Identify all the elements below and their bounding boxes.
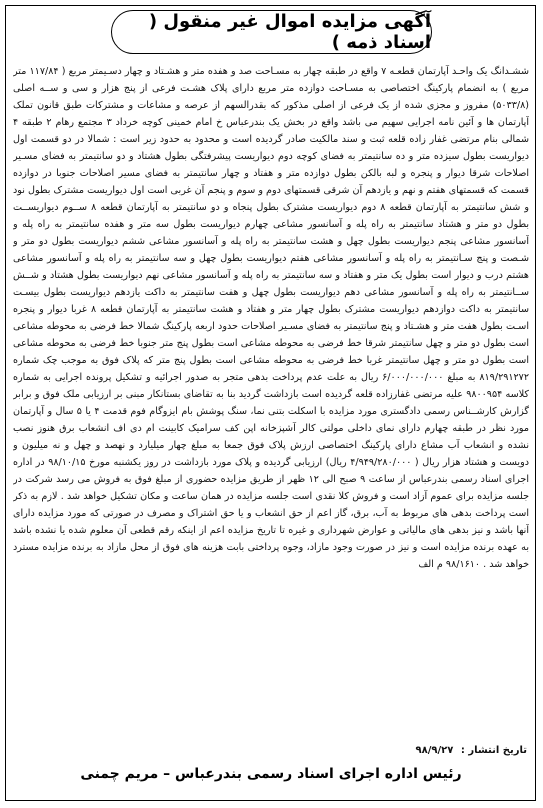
signature-line: رئیس اداره اجرای اسناد رسمی بندرعباس – مریم چمنی <box>80 766 462 782</box>
notice-body: ششـدانگ یک واحـد آپارتمان قطعـه ۷ واقع در طبقه چهار به مسـاحت صد و هفده متر و هشـتاد و چهار دسـیمتر مربع ( ۱۱۷/۸۴ متر مربع ) به انضمام پارکینگ اختصاصی به مسـاحت دوازده متر مربع دارای پلاک هشـت فرعی از پنج هزار و سی و ســه اصلی (۵۰۳۳/۸) مفروز و مجزی شده از یک فرعی از اصلی مذکور که بقدرالسهم از عرصه و مشاعات و مشترکات طبق قانون تملک آپارتمان ها و آئین نامه اجرایی سهیم می باشد واقع در بخش یک بندرعباس خ امام خمینی کوچه خرداد ۳ مجتمع رهام ۲ طبقه ۴ شمالی بنام مرتضی غفار زاده قلعه ثبت و سند مالکیت صادر گردیده است و محدود به حدود زیر است : شمالا در دو قسمت اول دیواریست بطول سیزده متر و ده سانتیمتر به فضای کوچه دوم دیواریست پیشرفتگی بطول هشتاد و دو سانتیمتر به فضای مسـیر اصلاحات شرقا دیوار و پنجره و لبه بالکن بطول دوازده متر و هفتاد و چهار سانتیمتر به فضای مسیر اصلاحات جنوبا در دوازده قسمت که قسمتهای هفتم و نهم و یازدهم آن شرقی قسمتهای دوم و سوم و پنجم آن غربی است اول دیواریست مشترک بطول نود و شش سانتیمتر به آپارتمان قطعه ۸ دوم دیواریست مشترک بطول پنجاه و دو سانتیمتر به آپارتمان قطعه ۸ ســوم دیواریســت بطول دو متر و هشتاد سانتیمتر به راه پله و آسانسور مشاعی چهارم دیواریست بطول سه متر و هفده سانتیمتر به راه پله و آسانسور مشاعی پنجم دیواریست بطول چهل و هشت سانتیمتر به راه پله و آسانسور مشاعی ششم دیواریست بطول دو متر و شـصت و پنج سـانتیمتر به راه پله و آسانسور مشاعی هفتم دیواریست بطول چهل و سه سانتیمتر به راه پله و آسانسور مشاعی هشتم درب و دیوار است بطول یک متر و هفتاد و سه سانتیمتر به راه پله و آسانسور مشاعی نهم دیواریست بطول هشتاد و شــش ســانتیمتر به راه پله و آسانسور مشاعی دهم دیواریست بطول چهل و هفت سانتیمتر به داکت یازدهم دیواریست بطول بیسـت سانتیمتر به داکت دوازدهم دیواریست مشترک بطول چهار متر و هفتاد و هشت سانتیمتر به آپارتمان قطعه ۸ غربا دیوار و پنجره اسـت بطول هفت متر و هشـتاد و پنج سانتیمتر به فضای مسـیر اصلاحات حدود اربعه پارکینگ شمالا خط فرضی به محوطه مشاعی است بطول دو متر و چهل سانتیمتر شرقا خط فرضی به محوطه مشاعی است بطول پنج متر جنوبا خط فرضی به محوطه مشاعی است بطول دو متر و چهل سانتیمتر غربا خط فرضی به محوطه مشاعی است بطول پنج متر که پلاک فوق به موجب چک شماره ۸۱۹/۲۹۱۲۷۲ به مبلغ ۶/۰۰۰/۰۰۰/۰۰۰ ریال به علت عدم پرداخت بدهی متجر به صدور اجرائیه و تشکیل پرونده اجرایی به شماره کلاسه ۹۸۰۰۹۵۴ علیه مرتضی غفارزاده قلعه گردیده است بازداشت گردید بنا به تقاضای بستانکار مبنی بر ارزیابی ملک فوق و برابر گزارش کارشــناس رسمی دادگستری مورد مزایده با اسکلت بتنی نما، سنگ پوشش بام ایزوگام فوم قدمت ۴ یا ۵ سال و آپارتمان مورد نظر در طبقه چهارم دارای نمای داخلی مولتی کالر آشپزخانه اپن کف سرامیک کابینت ام دی اف انشعاب برق هنوز نصب نشده و انشعاب آب مشاع دارای پارکینگ اختصاصی ارزش پلاک فوق جمعا به مبلغ چهار میلیارد و نهصد و چهل و نه میلیون و دویست و هشتاد هزار ریال ( ۴/۹۴۹/۲۸۰/۰۰۰ ریال) ارزیابی گردیده و پلاک مورد بازداشت در روز یکشنبه مورخ ۹۸/۱۰/۱۵ در اداره اجرای اسناد رسمی بندرعباس از ساعت ۹ صبح الی ۱۲ ظهر از طریق مزایده حضوری از مبلغ فوق به فروش می رسد شرکت در جلسه مزایده برای عموم آزاد است و فروش کلا نقدی است جلسه مزایده در همان ساعت و مکان تشکیل خواهد شد . لازم به ذکر است پرداخت بدهی های مربوط به آب، برق، گاز اعم از حق انشعاب و یا حق اشتراک و مصرف در صورتی که مورد مزایده دارای آنها باشد و نیز بدهی های مالیاتی و عوارض شهرداری و غیره تا تاریخ مزایده اعم از اینکه رقم قطعی آن معلوم شده یا نشده باشد به عهده برنده مزایده است و نیز در صورت وجود مازاد، وجوه پرداختی بابت هزینه های فوق از محل مازاد به برنده مزایده مسترد خواهد شد . ۹۸/۱۶۱۰ م الف <box>13 66 529 570</box>
notice-title: آگهی مزایده اموال غیر منقول ( اسناد ذمه ) <box>111 10 432 54</box>
publish-date-label: تاریخ انتشار : <box>460 745 527 756</box>
publish-date-line <box>227 745 527 756</box>
publish-date-value: ۹۸/۹/۲۷ <box>415 745 454 756</box>
